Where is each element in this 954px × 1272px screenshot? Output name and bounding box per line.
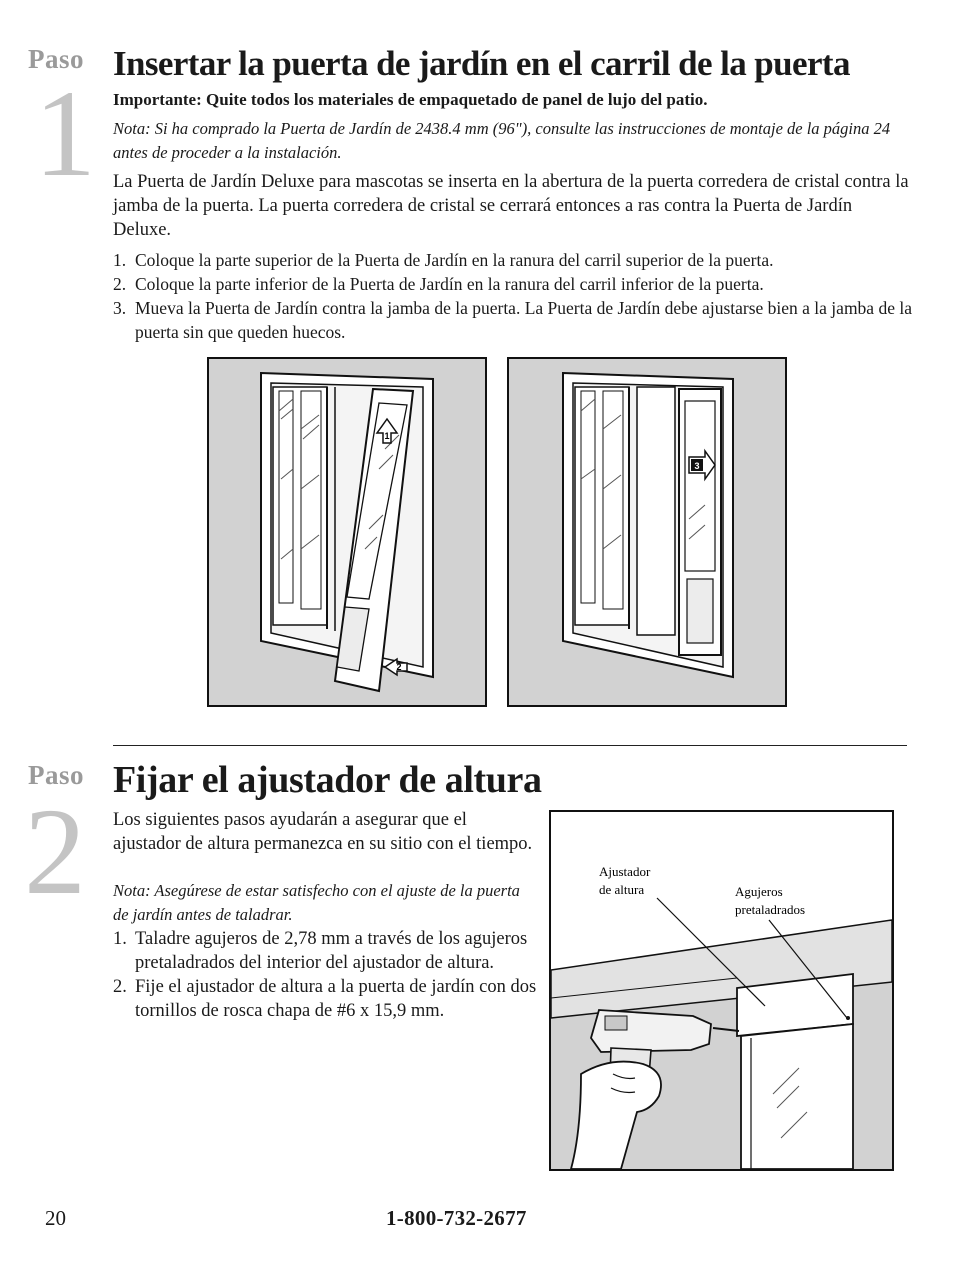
step1-title: Insertar la puerta de jardín en el carril de la puerta: [113, 44, 850, 83]
step2-number: 2: [24, 783, 86, 920]
page-number: 20: [45, 1206, 66, 1230]
step2-list: [113, 927, 538, 1023]
callout-1: 1: [384, 431, 390, 441]
step1-number: 1: [34, 65, 96, 202]
section-divider: [113, 745, 907, 746]
step1-important: Importante: Quite todos los materiales de empaquetado de panel de lujo del patio.: [113, 90, 708, 109]
figure-drill-adjuster: [549, 810, 894, 1171]
step1-note: Nota: Si ha comprado la Puerta de Jardín de 2438.4 mm (96"), consulte las instrucciones de montaje de la página 24 antes de proceder a la instalación.: [113, 119, 891, 162]
label-holes-line2: pretaladrados: [735, 902, 806, 917]
figure-door-in-place: [507, 357, 787, 707]
figure-insert-door: [207, 357, 487, 707]
step1-intro: La Puerta de Jardín Deluxe para mascotas se inserta en la abertura de la puerta corredera de cristal contra la jamba de la puerta. La puerta corredera de cristal se cerrará entonces a ras contra la Puerta de Jardín Deluxe.: [113, 172, 909, 240]
step2-intro: Los siguientes pasos ayudarán a asegurar que el ajustador de altura permanezca en su sitio con el tiempo.: [113, 810, 533, 854]
list-item: 3. Mueva la Puerta de Jardín contra la jamba de la puerta. La Puerta de Jardín debe ajustarse bien a la jamba de la puerta sin que queden huecos.: [113, 298, 912, 342]
step2-note: Nota: Asegúrese de estar satisfecho con el ajuste de la puerta de jardín antes de taladrar.: [113, 881, 520, 924]
hand-icon: [571, 1062, 661, 1169]
list-item: 2. Coloque la parte inferior de la Puerta de Jardín en la ranura del carril inferior de la puerta.: [113, 274, 764, 294]
label-holes-line1: Agujeros: [735, 884, 783, 899]
list-item: 1. Coloque la parte superior de la Puerta de Jardín en la ranura del carril superior de la puerta.: [113, 250, 774, 270]
list-item: 2. Fije el ajustador de altura a la puerta de jardín con dos tornillos de rosca chapa de #6 x 15,9 mm.: [113, 977, 537, 1021]
step2-paso-label: Paso: [28, 760, 84, 790]
label-adjuster-line2: de altura: [599, 882, 645, 897]
callout-2: 2: [396, 662, 402, 672]
step2-title: Fijar el ajustador de altura: [113, 759, 542, 801]
list-item: 1. Taladre agujeros de 2,78 mm a través de los agujeros pretaladrados del interior del ajustador de altura.: [113, 929, 528, 973]
label-adjuster-line1: Ajustador: [599, 864, 651, 879]
callout-3: 3: [694, 461, 700, 471]
phone-number: 1-800-732-2677: [386, 1206, 527, 1230]
step1-paso-label: Paso: [28, 44, 84, 74]
step1-list: [113, 248, 913, 344]
